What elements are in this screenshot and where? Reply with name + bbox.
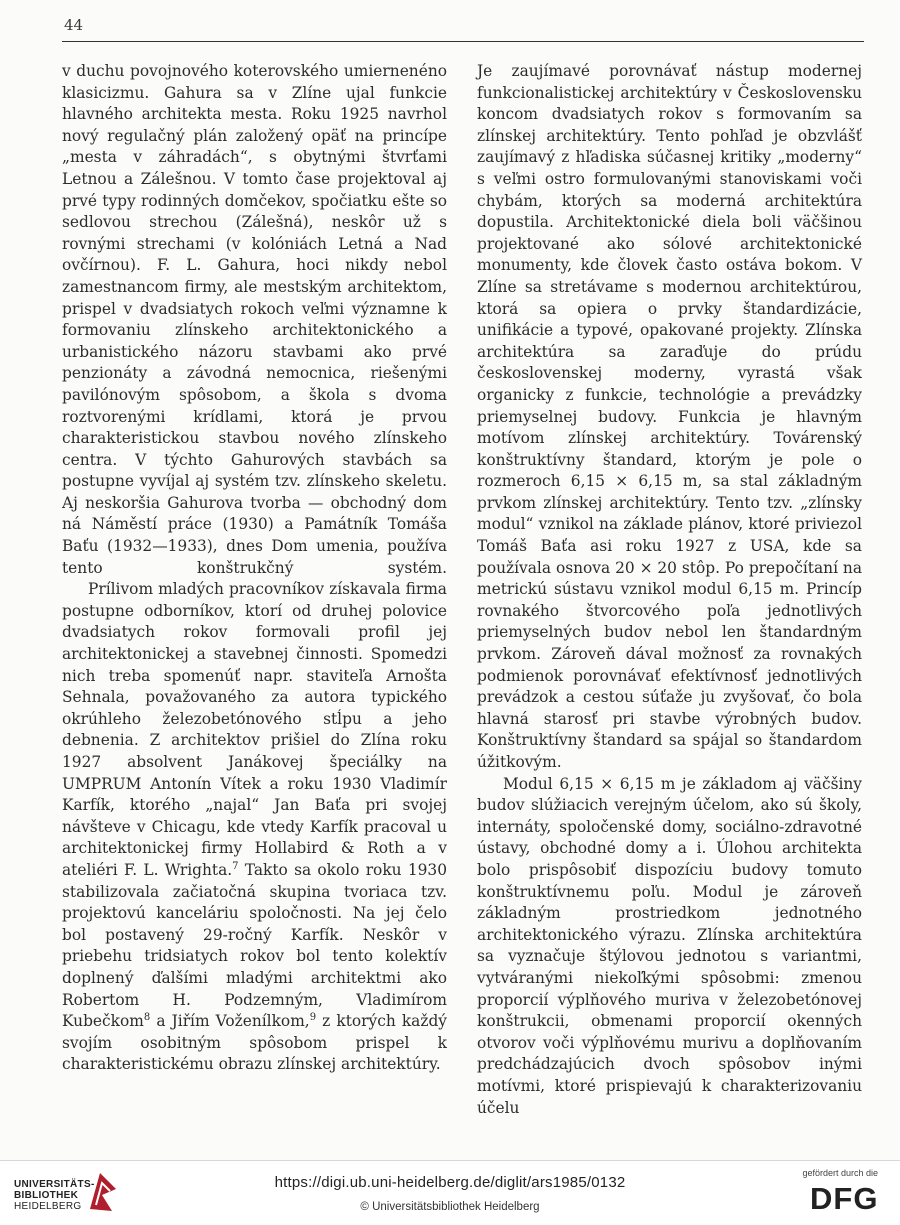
dfg-logo-icon [810, 1181, 886, 1213]
library-line-2: BIBLIOTHEK [14, 1190, 79, 1201]
right-column [477, 61, 862, 1119]
page-url-link[interactable]: https://digi.ub.uni-heidelberg.de/diglit/ars1985/0132 [274, 1174, 626, 1191]
footnote-ref-8[interactable]: 8 [143, 1012, 151, 1023]
library-line-3: HEIDELBERG [14, 1201, 82, 1212]
left-paragraph-2-tail-a: Takto sa okolo roku 1930 stabilizovala začiatočná skupina tvoriaca tzv. projektovú kanceláriu spoločnosti. Na jej čelo bol postavený 29-ročný Karfík. Neskôr v priebehu tridsiatych rokov bol tento kolektív doplnený ďalšími mladými architektmi ako Robertom H. Podzemným, Vladimírom Kubečkom [62, 860, 447, 1031]
svg-text:DFG: DFG [810, 1181, 879, 1213]
left-paragraph-2 [62, 579, 447, 1076]
page-number: 44 [64, 16, 84, 34]
left-paragraph-2-tail-b: a Jiřím Voženílkom, [150, 1012, 310, 1031]
dfg-funding-note: gefördert durch die [802, 1168, 878, 1178]
library-line-1: UNIVERSITÄTS- [14, 1179, 95, 1190]
left-paragraph-2-tail-c: z ktorých každý svojím osobitným spôsobom prispel k charakteristickému obrazu zlínskej architektúry. [62, 1012, 447, 1074]
left-paragraph-1: v duchu povojnového koterovského umiernenéno klasicizmu. Gahura sa v Zlíne ujal funkcie hlavného architekta mesta. Roku 1925 navrhol nový regulačný plán založený opäť na princípe „mesta v záhradách“, s obytnými štvrťami Letnou a Zálešnou. V tomto čase projektoval aj prvé typy rodinných domčekov, spočiatku ešte so sedlovou strechou (Zálešná), neskôr už s rovnými strechami (v kolóniách Letná a Nad ovčírnou). F. L. Gahura, hoci nikdy nebol zamestnancom firmy, ale mestským architektom, prispel v dvadsiatych rokoch veľmi významne k formovaniu zlínskeho architektonického a urbanistického názoru stavbami ako prvé penzionáty a závodná nemocnica, riešenými pavilónovým spôsobom, a škola s dvoma roztvorenými krídlami, ktorá je prvou charakteristickou stavbou nového zlínskeho centra. V týchto Gahurových stavbách sa postupne vyvíjal aj systém tzv. zlínskeho skeletu. Aj neskoršia Gahurova tvorba — obchodný dom ná Náměstí práce (1930) a Památník Tomáša Baťu (1932—1933), dnes Dom umenia, používa tento konštrukčný systém. [62, 62, 447, 577]
header-rule [62, 41, 864, 42]
footnote-ref-9[interactable]: 9 [309, 1012, 317, 1023]
viewer-footer [0, 1160, 900, 1225]
right-paragraph-2: Modul 6,15 × 6,15 m je základom aj väčšiny budov slúžiacich verejným účelom, ako sú školy, internáty, spoločenské domy, sociálno-zdravotné ústavy, obchodné domy a i. Úlohou architekta bolo prispôsobiť dispozíciu budovy tomuto konštruktívnemu poľu. Modul je zároveň základným prostriedkom jednotného architektonického výrazu. Zlínska architektúra sa vyznačuje štýlovou jednotou s variantmi, vytváranými niekoľkými spôsobmi: zmenou proporcií výplňového muriva v železobetónovej konštrukcii, obmenami proporcií okenných otvorov voči výplňovému murivu a doplňovaním predchádzajúcich dvoch spôsobov inými motívmi, ktoré prispievajú k charakterizovaniu účelu [477, 774, 862, 1117]
footnote-ref-7[interactable]: 7 [232, 860, 239, 872]
left-paragraph-2-text: Prílivom mladých pracovníkov získavala firma postupne odborníkov, ktorí od druhej polovice dvadsiatych rokov formovali profil jej architektonickej a stavebnej činnosti. Spomedzi nich treba spomenúť napr. staviteľa Arnošta Sehnala, považovaného za autora typického okrúhleho železobetónového stĺpu a jeho debnenia. Z architektov prišiel do Zlína roku 1927 absolvent Janákovej špeciálky na UMPRUM Antonín Vítek a roku 1930 Vladimír Karfík, ktorého „najal“ Jan Baťa pri svojej návšteve v Chicagu, kde vtedy Karfík pracoval u architektonickej firmy Hollabird & Roth a v ateliéri F. L. Wrighta. [62, 580, 447, 879]
right-paragraph-1: Je zaujímavé porovnávať nástup modernej funkcionalistickej architektúry v Československu koncom dvadsiatych rokov s formovaním sa zlínskej architektúry. Tento pohľad je obzvlášť zaujímavý z hľadiska súčasnej kritiky „moderny“ s veľmi ostro formulovanými stanoviskami voči chybám, ktorých sa moderná architektúra dopustila. Architektonické diela boli väčšinou projektované ako sólové architektonické monumenty, kde človek často ostáva bokom. V Zlíne sa stretávame s modernou architektúrou, ktorá sa opiera o prvky štandardizácie, unifikácie a typové, opakované projekty. Zlínska architektúra sa zaraďuje do prúdu československej moderny, vyrastá však organicky z funkcie, technológie a prevádzky priemyselnej budovy. Funkcia je hlavným motívom zlínskej architektúry. Továrenský konštruktívny štandard, ktorým je pole o rozmeroch 6,15 × 6,15 m, sa stal základným prvkom zlínskej architektúry. Tento tzv. „zlínsky modul“ vznikol na základe plánov, ktoré priviezol Tomáš Baťa asi roku 1927 z USA, kde sa používala osnova 20 × 20 stôp. Po prepočítaní na metrickú sústavu vznikol modul 6,15 m. Princíp rovnakého štvorcového poľa jednotlivých priemyselných budov nebol len štandardným prvkom. Zároveň dával možnosť za rovnakých podmienok porovnávať efektívnosť jednotlivých prevádzok a cestou súťaže ju zvyšovať, čo bola hlavná starosť pri stavbe výrobných budov. Konštruktívny štandard sa spájal so štandardom úžitkovým. [477, 62, 862, 771]
copyright-notice: © Universitätsbibliothek Heidelberg [360, 1201, 540, 1213]
left-column [62, 61, 447, 1076]
